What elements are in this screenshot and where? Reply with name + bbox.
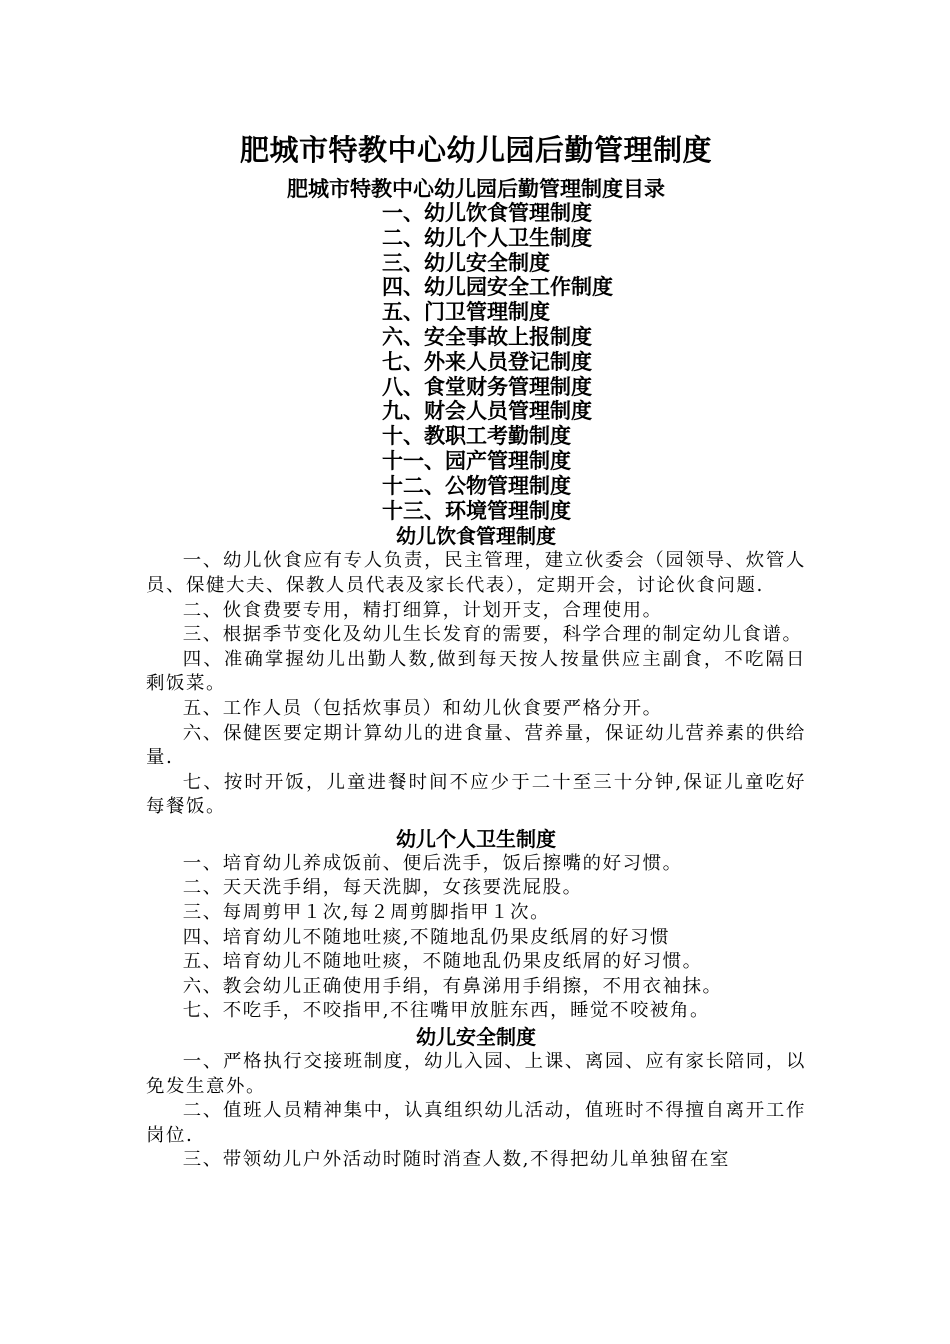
section-heading: 幼儿个人卫生制度 bbox=[396, 826, 556, 851]
paragraph: 三、带领幼儿户外活动时随时消查人数,不得把幼儿单独留在室 bbox=[182, 1149, 730, 1171]
section-hygiene bbox=[146, 826, 806, 1024]
toc-item: 五、门卫管理制度 bbox=[382, 299, 550, 325]
paragraph: 二、伙食费要专用，精打细算，计划开支，合理使用。 bbox=[182, 599, 663, 621]
paragraph: 一、严格执行交接班制度，幼儿入园、上课、离园、应有家长陪同，以免发生意外。 bbox=[146, 1051, 806, 1097]
paragraph: 四、准确掌握幼儿出勤人数,做到每天按人按量供应主副食，不吃隔日剩饭菜。 bbox=[146, 648, 806, 695]
toc-item: 六、安全事故上报制度 bbox=[382, 323, 592, 349]
paragraph: 六、教会幼儿正确使用手绢，有鼻涕用手绢擦，不用衣袖抹。 bbox=[182, 975, 723, 997]
toc-item: 九、财会人员管理制度 bbox=[382, 398, 592, 424]
toc-item: 十、教职工考勤制度 bbox=[382, 423, 571, 449]
paragraph: 七、按时开饭，儿童进餐时间不应少于二十至三十分钟,保证儿童吃好每餐饭。 bbox=[146, 771, 806, 818]
section-safety bbox=[146, 1024, 806, 1173]
paragraph: 五、培育幼儿不随地吐痰，不随地乱仍果皮纸屑的好习惯。 bbox=[182, 951, 703, 973]
toc-item: 三、幼儿安全制度 bbox=[382, 249, 550, 275]
toc-item: 二、幼儿个人卫生制度 bbox=[382, 224, 592, 250]
document-title: 肥城市特教中心幼儿园后勤管理制度 bbox=[239, 133, 712, 167]
paragraph: 三、根据季节变化及幼儿生长发育的需要，科学合理的制定幼儿食谱。 bbox=[182, 624, 803, 646]
document-page bbox=[146, 128, 806, 1173]
toc-item: 八、食堂财务管理制度 bbox=[382, 373, 592, 399]
table-of-contents bbox=[146, 201, 806, 523]
paragraph: 二、值班人员精神集中，认真组织幼儿活动，值班时不得擅自离开工作岗位. bbox=[146, 1100, 806, 1146]
toc-title: 肥城市特教中心幼儿园后勤管理制度目录 bbox=[287, 176, 665, 201]
section-heading: 幼儿安全制度 bbox=[416, 1025, 536, 1050]
toc-item: 十二、公物管理制度 bbox=[382, 472, 571, 498]
paragraph: 一、培育幼儿养成饭前、便后洗手，饭后擦嘴的好习惯。 bbox=[182, 852, 683, 874]
paragraph: 三、每周剪甲１次,每２周剪脚指甲１次。 bbox=[182, 902, 551, 924]
paragraph: 二、天天洗手绢，每天洗脚，女孩要洗屁股。 bbox=[182, 877, 583, 899]
section-heading: 幼儿饮食管理制度 bbox=[396, 524, 556, 549]
paragraph: 六、保健医要定期计算幼儿的进食量、营养量，保证幼儿营养素的供给量. bbox=[146, 722, 806, 769]
paragraph: 五、工作人员（包括炊事员）和幼儿伙食要严格分开。 bbox=[182, 697, 663, 719]
toc-item: 一、幼儿饮食管理制度 bbox=[382, 200, 592, 225]
section-diet bbox=[146, 523, 806, 820]
toc-item: 四、幼儿园安全工作制度 bbox=[382, 274, 613, 300]
paragraph: 四、培育幼儿不随地吐痰,不随地乱仍果皮纸屑的好习惯 bbox=[182, 926, 671, 948]
toc-item: 十三、环境管理制度 bbox=[382, 497, 571, 523]
paragraph: 七、不吃手，不咬指甲,不往嘴甲放脏东西，睡觉不咬被角。 bbox=[182, 1000, 710, 1022]
paragraph: 一、幼儿伙食应有专人负责，民主管理，建立伙委会（园领导、炊管人员、保健大夫、保教人员代表及家长代表），定期开会，讨论伙食问题. bbox=[146, 550, 806, 596]
toc-item: 七、外来人员登记制度 bbox=[382, 348, 592, 374]
toc-item: 十一、园产管理制度 bbox=[382, 447, 571, 473]
